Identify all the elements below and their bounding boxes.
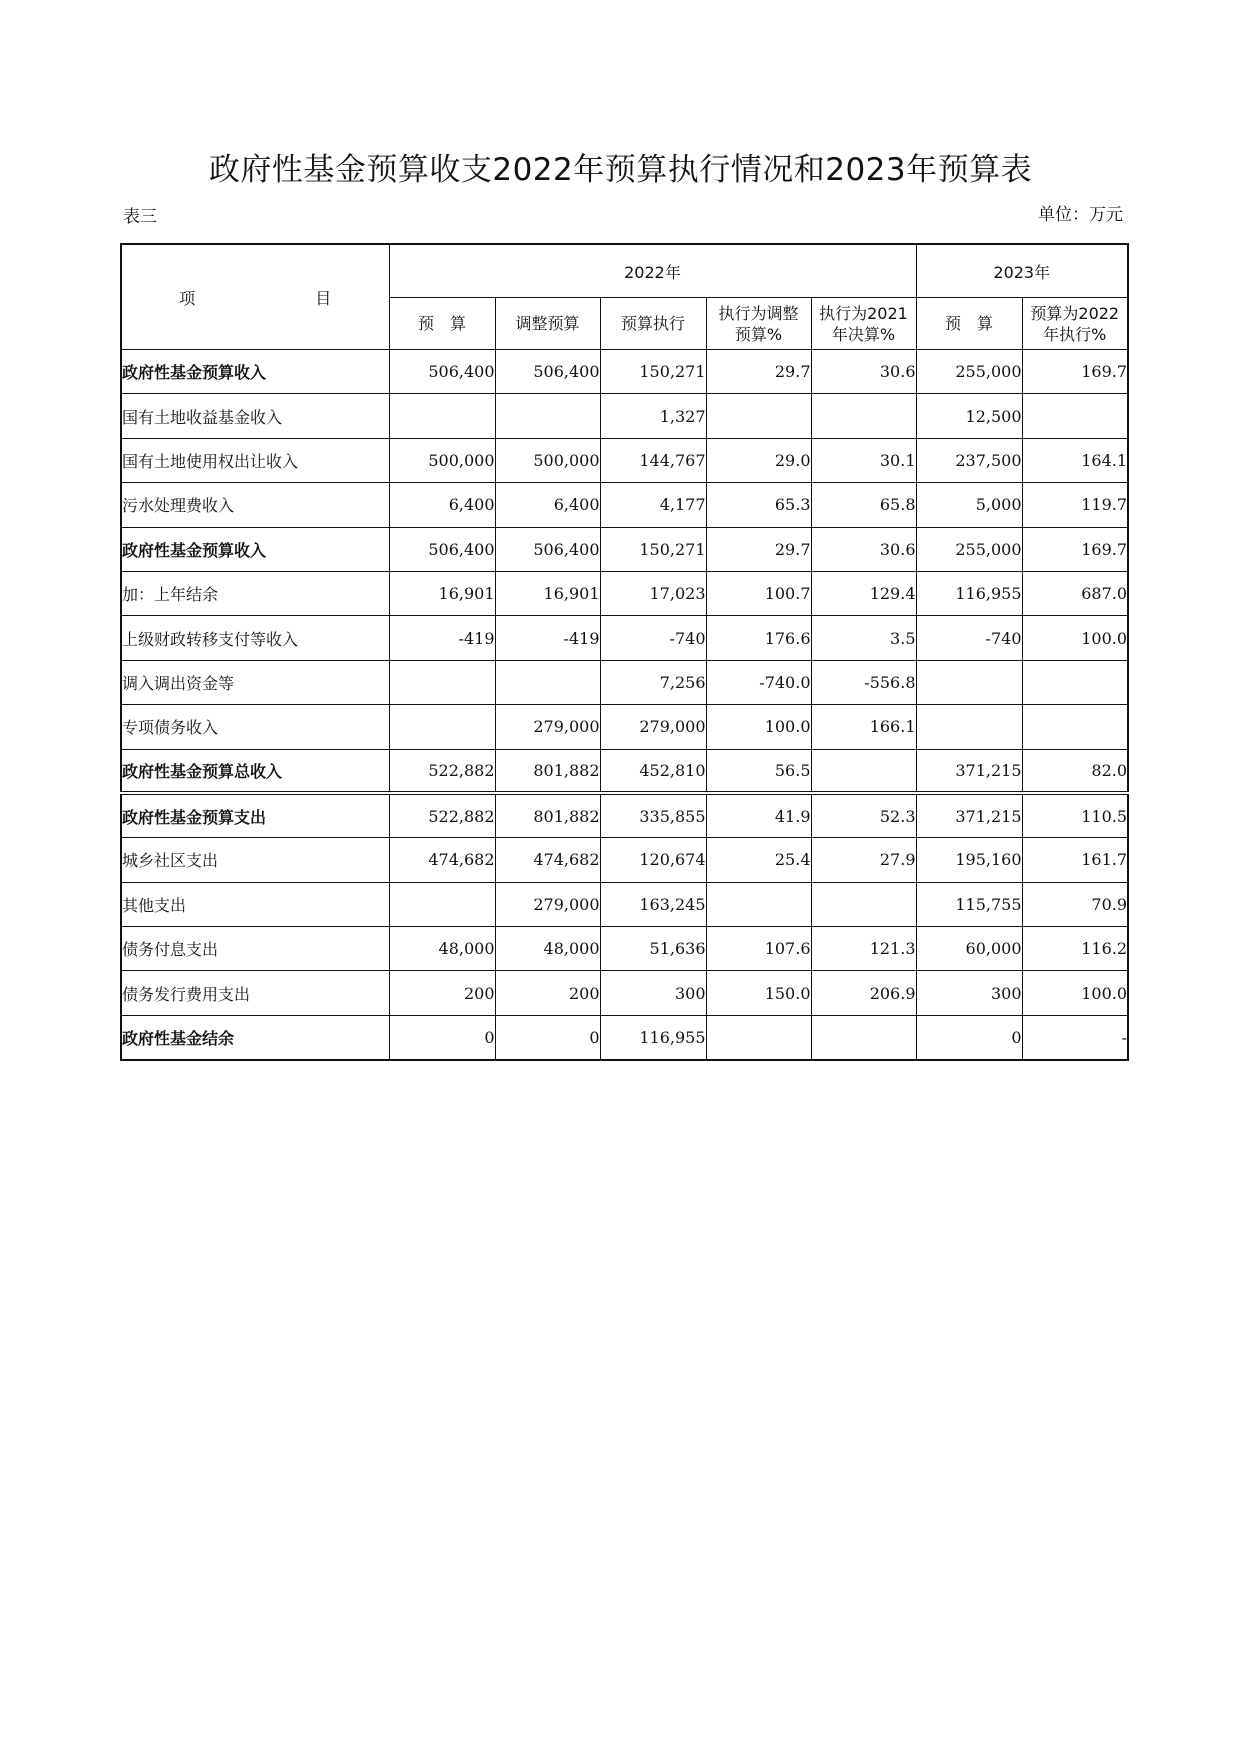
table-cell (811, 394, 916, 438)
header-year-2022: 2022年 (389, 244, 916, 298)
table-cell (811, 749, 916, 793)
table-row (121, 350, 1128, 394)
table-cell: 500,000 (389, 438, 495, 482)
budget-table (120, 243, 1129, 1061)
table-cell: 195,160 (916, 838, 1022, 882)
table-number: 表三 (123, 207, 157, 227)
table-cell: 25.4 (706, 838, 811, 882)
header-col-adjusted-budget: 调整预算 (495, 298, 600, 350)
table-cell: 371,215 (916, 793, 1022, 837)
table-cell: 5,000 (916, 483, 1022, 527)
table-row (121, 882, 1128, 926)
table-cell (811, 882, 916, 926)
header-col-budget-2022: 预 算 (389, 298, 495, 350)
table-cell: 6,400 (495, 483, 600, 527)
table-row (121, 749, 1128, 793)
table-cell: 200 (389, 971, 495, 1015)
row-label: 加：上年结余 (121, 571, 389, 615)
table-cell: 801,882 (495, 749, 600, 793)
row-label: 城乡社区支出 (121, 838, 389, 882)
table-cell: 150,271 (600, 527, 706, 571)
table-cell: 200 (495, 971, 600, 1015)
row-label: 债务发行费用支出 (121, 971, 389, 1015)
table-cell: 16,901 (389, 571, 495, 615)
table-row (121, 571, 1128, 615)
table-cell: 506,400 (495, 350, 600, 394)
table-cell: 150.0 (706, 971, 811, 1015)
table-cell: 30.6 (811, 527, 916, 571)
table-cell: 17,023 (600, 571, 706, 615)
table-cell: 7,256 (600, 660, 706, 704)
header-col-execution: 预算执行 (600, 298, 706, 350)
table-cell (706, 394, 811, 438)
table-cell: 120,674 (600, 838, 706, 882)
table-cell: 29.7 (706, 527, 811, 571)
table-cell: -740 (600, 616, 706, 660)
header-col-budget-vs-2022: 预算为2022 年执行% (1022, 298, 1128, 350)
table-cell (706, 882, 811, 926)
table-cell: 48,000 (495, 927, 600, 971)
table-cell: 163,245 (600, 882, 706, 926)
row-label: 其他支出 (121, 882, 389, 926)
table-cell: 176.6 (706, 616, 811, 660)
table-row (121, 705, 1128, 749)
table-cell: 30.6 (811, 350, 916, 394)
table-row (121, 660, 1128, 704)
row-label: 污水处理费收入 (121, 483, 389, 527)
table-row (121, 838, 1128, 882)
table-cell: 65.3 (706, 483, 811, 527)
row-label: 上级财政转移支付等收入 (121, 616, 389, 660)
table-cell (389, 394, 495, 438)
table-cell: 100.7 (706, 571, 811, 615)
table-cell: 115,755 (916, 882, 1022, 926)
table-cell: -419 (389, 616, 495, 660)
page-title: 政府性基金预算收支2022年预算执行情况和2023年预算表 (208, 152, 1033, 188)
table-row (121, 527, 1128, 571)
table-cell: 0 (389, 1015, 495, 1059)
table-cell: 121.3 (811, 927, 916, 971)
table-row (121, 438, 1128, 482)
table-cell (495, 394, 600, 438)
row-label: 国有土地使用权出让收入 (121, 438, 389, 482)
row-label: 调入调出资金等 (121, 660, 389, 704)
row-label: 政府性基金预算收入 (121, 527, 389, 571)
table-row (121, 483, 1128, 527)
table-cell: 107.6 (706, 927, 811, 971)
table-cell: 82.0 (1022, 749, 1128, 793)
row-label: 国有土地收益基金收入 (121, 394, 389, 438)
table-cell: 52.3 (811, 793, 916, 837)
table-cell (811, 1015, 916, 1059)
table-cell: 150,271 (600, 350, 706, 394)
table-cell: 116.2 (1022, 927, 1128, 971)
row-label: 政府性基金结余 (121, 1015, 389, 1059)
table-cell: 29.7 (706, 350, 811, 394)
table-cell: 116,955 (600, 1015, 706, 1059)
table-cell: 4,177 (600, 483, 706, 527)
table-cell: 206.9 (811, 971, 916, 1015)
table-cell: 100.0 (706, 705, 811, 749)
table-cell: 522,882 (389, 749, 495, 793)
table-cell: 29.0 (706, 438, 811, 482)
table-cell: 161.7 (1022, 838, 1128, 882)
header-col-exec-vs-adjusted: 执行为调整 预算% (706, 298, 811, 350)
table-cell: 100.0 (1022, 971, 1128, 1015)
table-cell (1022, 705, 1128, 749)
table-cell: 452,810 (600, 749, 706, 793)
table-cell: 1,327 (600, 394, 706, 438)
table-cell: 119.7 (1022, 483, 1128, 527)
table-cell: 51,636 (600, 927, 706, 971)
table-cell: 3.5 (811, 616, 916, 660)
table-cell (916, 660, 1022, 704)
table-cell: 335,855 (600, 793, 706, 837)
table-cell: 169.7 (1022, 350, 1128, 394)
table-body (121, 350, 1128, 1060)
table-cell: 279,000 (495, 882, 600, 926)
row-label: 债务付息支出 (121, 927, 389, 971)
table-cell: 371,215 (916, 749, 1022, 793)
table-cell: 279,000 (600, 705, 706, 749)
row-label: 政府性基金预算收入 (121, 350, 389, 394)
unit-label: 单位：万元 (1038, 205, 1123, 225)
table-cell: 474,682 (495, 838, 600, 882)
header-item-char-1: 项 (179, 288, 196, 308)
table-cell: 16,901 (495, 571, 600, 615)
header-year-2023: 2023年 (916, 244, 1128, 298)
table-cell (389, 660, 495, 704)
table-cell: -556.8 (811, 660, 916, 704)
table-cell: 300 (916, 971, 1022, 1015)
table-cell: -740 (916, 616, 1022, 660)
table-cell: 110.5 (1022, 793, 1128, 837)
table-row (121, 927, 1128, 971)
row-label: 政府性基金预算支出 (121, 793, 389, 837)
table-cell: -419 (495, 616, 600, 660)
table-cell: 129.4 (811, 571, 916, 615)
table-cell: 237,500 (916, 438, 1022, 482)
table-cell: 164.1 (1022, 438, 1128, 482)
table-cell: -740.0 (706, 660, 811, 704)
table-cell: 0 (916, 1015, 1022, 1059)
table-cell: 687.0 (1022, 571, 1128, 615)
table-cell (495, 660, 600, 704)
table-cell: 116,955 (916, 571, 1022, 615)
header-col-budget-2023: 预 算 (916, 298, 1022, 350)
table-cell (1022, 394, 1128, 438)
table-row (121, 1015, 1128, 1059)
table-cell: 300 (600, 971, 706, 1015)
header-item (121, 244, 389, 350)
table-cell: 12,500 (916, 394, 1022, 438)
table-row (121, 394, 1128, 438)
table-cell (389, 705, 495, 749)
table-cell: 60,000 (916, 927, 1022, 971)
table-cell: 48,000 (389, 927, 495, 971)
table-cell: 0 (495, 1015, 600, 1059)
table-cell: 522,882 (389, 793, 495, 837)
table-cell: 144,767 (600, 438, 706, 482)
table-cell (1022, 660, 1128, 704)
table-cell: 279,000 (495, 705, 600, 749)
table-cell: 70.9 (1022, 882, 1128, 926)
table-cell: 474,682 (389, 838, 495, 882)
table-cell: - (1022, 1015, 1128, 1059)
table-cell: 30.1 (811, 438, 916, 482)
table-cell: 6,400 (389, 483, 495, 527)
table-cell: 500,000 (495, 438, 600, 482)
table-row (121, 793, 1128, 837)
table-cell (916, 705, 1022, 749)
table-cell (389, 882, 495, 926)
table-cell (706, 1015, 811, 1059)
table-cell: 255,000 (916, 350, 1022, 394)
table-cell: 65.8 (811, 483, 916, 527)
header-item-char-2: 目 (315, 288, 332, 308)
table-row (121, 971, 1128, 1015)
table-cell: 169.7 (1022, 527, 1128, 571)
table-cell: 506,400 (389, 350, 495, 394)
table-cell: 41.9 (706, 793, 811, 837)
table-cell: 255,000 (916, 527, 1022, 571)
table-cell: 56.5 (706, 749, 811, 793)
row-label: 专项债务收入 (121, 705, 389, 749)
row-label: 政府性基金预算总收入 (121, 749, 389, 793)
table-cell: 100.0 (1022, 616, 1128, 660)
table-cell: 801,882 (495, 793, 600, 837)
table-cell: 27.9 (811, 838, 916, 882)
table-cell: 506,400 (389, 527, 495, 571)
table-cell: 506,400 (495, 527, 600, 571)
header-col-exec-vs-2021: 执行为2021 年决算% (811, 298, 916, 350)
table-row (121, 616, 1128, 660)
table-cell: 166.1 (811, 705, 916, 749)
